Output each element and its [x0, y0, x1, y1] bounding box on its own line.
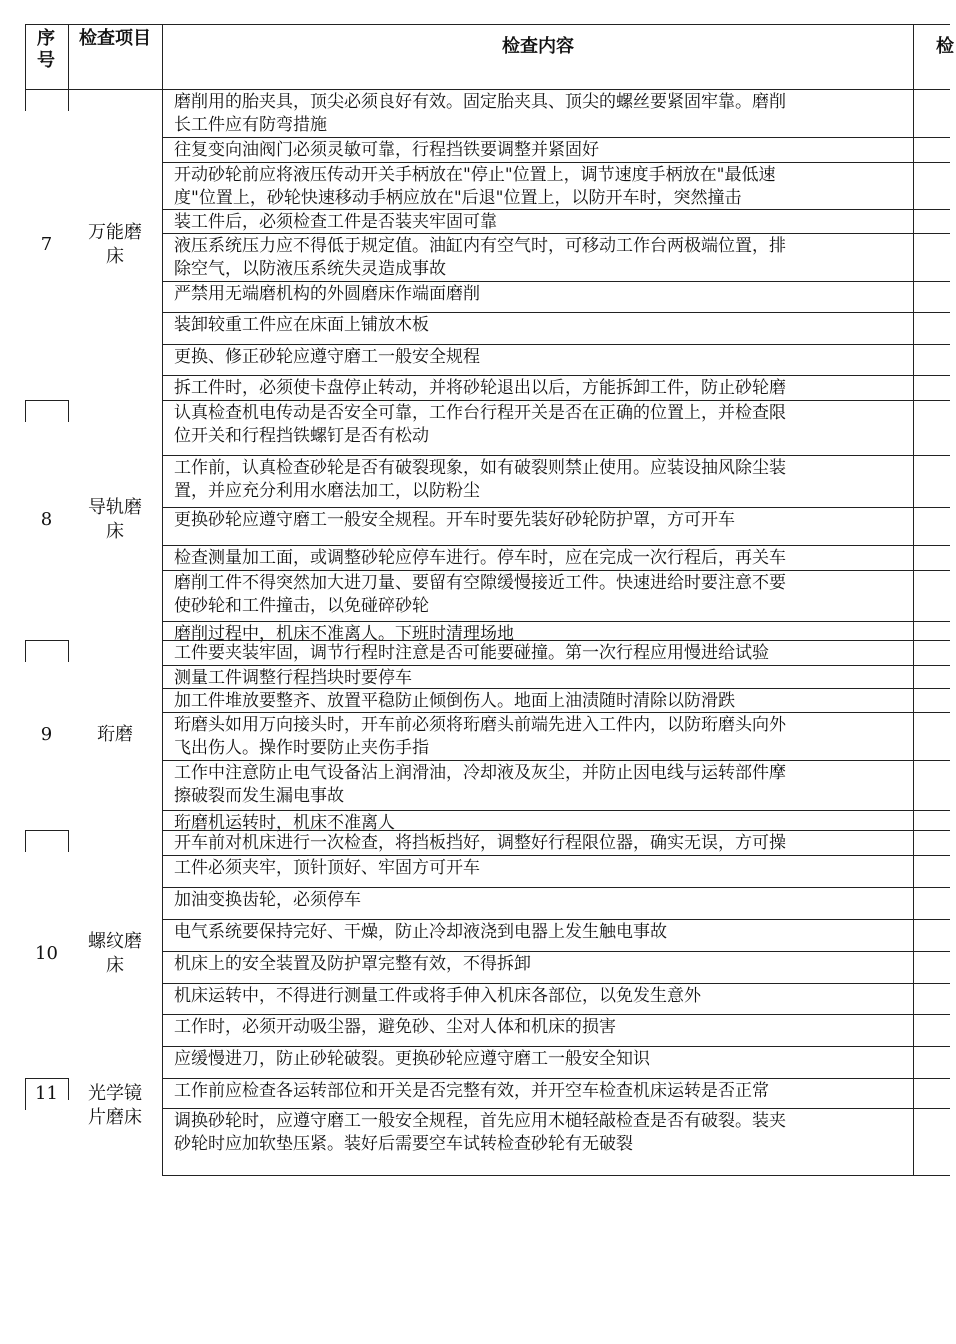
row-content-line: 砂轮时应加软垫压紧。装好后需要空车试转检查砂轮有无破裂 [174, 1134, 633, 1154]
section-seq-divider [68, 830, 69, 852]
table-top-border [25, 24, 950, 25]
row-content-line: 除空气，以防液压系统失灵造成事故 [174, 259, 446, 279]
row-content-line: 工作前，认真检查砂轮是否有破裂现象，如有破裂则禁止使用。应装设抽风除尘装 [174, 458, 786, 478]
section-top-border [25, 89, 68, 90]
row-content-line: 珩磨头如用万向接头时，开车前必须将珩磨头前端先进入工件内，以防珩磨头向外 [174, 715, 786, 735]
row-content-line: 长工件应有防弯措施 [174, 115, 327, 135]
section-top-border [25, 640, 68, 641]
row-content-line: 开动砂轮前应将液压传动开关手柄放在"停止"位置上，调节速度手柄放在"最低速 [174, 165, 776, 185]
row-content-line: 调换砂轮时，应遵守磨工一般安全规程，首先应用木槌轻敲检查是否有破裂。装夹 [174, 1111, 786, 1131]
row-content-line: 机床上的安全装置及防护罩完整有效，不得拆卸 [174, 954, 531, 974]
row-content-line: 液压系统压力应不得低于规定值。油缸内有空气时，可移动工作台两极端位置，排 [174, 236, 786, 256]
row-content-line: 装工件后，必须检查工件是否装夹牢固可靠 [174, 212, 497, 232]
section-seq-divider [68, 89, 69, 111]
header-seq [25, 28, 67, 72]
content-left-border [162, 830, 163, 1078]
row-content-line: 置，并应充分利用水磨法加工，以防粉尘 [174, 481, 480, 501]
header-item-text: 检查项目 [79, 28, 151, 49]
row-content-line: 使砂轮和工件撞击，以免碰碎砂轮 [174, 596, 429, 616]
row-content-line: 磨削用的胎夹具，顶尖必须良好有效。固定胎夹具、顶尖的螺丝要紧固牢靠。磨削 [174, 92, 786, 112]
section-name: 万能磨床 [88, 221, 142, 267]
row-content-line: 往复变向油阀门必须灵敏可靠，行程挡铁要调整并紧固好 [174, 140, 599, 160]
section-seq-divider [68, 1078, 69, 1100]
content-right-border [913, 640, 914, 830]
content-left-border [162, 640, 163, 830]
section-seq-number: 11 [35, 1083, 58, 1104]
row-content-line: 飞出伤人。操作时要防止夹伤手指 [174, 738, 429, 758]
content-right-border [913, 1078, 914, 1175]
row-content-line: 装卸较重工件应在床面上铺放木板 [174, 315, 429, 335]
section-top-border [25, 1078, 68, 1079]
row-content-line: 测量工件调整行程挡块时要停车 [174, 668, 412, 688]
section-name: 螺纹磨床 [88, 931, 142, 976]
section-seq-number: 10 [35, 943, 58, 964]
row-content-line: 工作前应检查各运转部位和开关是否完整有效，并开空车检查机床运转是否正常 [174, 1081, 769, 1101]
row-content-line: 加油变换齿轮，必须停车 [174, 890, 361, 910]
section-left-border [25, 400, 26, 422]
row-content-line: 工作中注意防止电气设备沾上润滑油，冷却液及灰尘，并防止因电线与运转部件摩 [174, 763, 786, 783]
row-content-line: 位开关和行程挡铁螺钉是否有松动 [174, 426, 429, 446]
section-seq-divider [68, 400, 69, 422]
section-name: 光学镜片磨床 [88, 1083, 142, 1128]
row-content-line: 工件要夹装牢固，调节行程时注意是否可能要碰撞。第一次行程应用慢进给试验 [174, 643, 769, 663]
row-content-line: 擦破裂而发生漏电事故 [174, 786, 344, 806]
section-top-border [25, 400, 68, 401]
row-content-line: 认真检查机电传动是否安全可靠，工作台行程开关是否在正确的位置上，并检查限 [174, 403, 786, 423]
row-content-line: 拆工件时，必须使卡盘停止转动，并将砂轮退出以后，方能拆卸工件，防止砂轮磨 [174, 378, 786, 398]
content-left-border [162, 1078, 163, 1175]
section-left-border [25, 640, 26, 662]
content-right-border [913, 400, 914, 640]
section-name: 珩磨 [97, 724, 133, 745]
row-content-line: 更换砂轮应遵守磨工一般安全规程。开车时要先装好砂轮防护罩，方可开车 [174, 510, 735, 530]
header-extra: 检 [936, 36, 954, 57]
content-left-border [162, 89, 163, 400]
content-right-border [913, 830, 914, 1078]
row-content-line: 机床运转中，不得进行测量工件或将手伸入机床各部位，以免发生意外 [174, 986, 701, 1006]
row-content-line: 磨削工件不得突然加大进刀量、要留有空隙缓慢接近工件。快速进给时要注意不要 [174, 573, 786, 593]
row-content-line: 检查测量加工面，或调整砂轮应停车进行。停车时，应在完成一次行程后，再关车 [174, 548, 786, 568]
row-content-line: 珩磨机运转时，机床不准离人 [174, 813, 395, 833]
row-content-line: 严禁用无端磨机构的外圆磨床作端面磨削 [174, 284, 480, 304]
header-seq-text: 序号 [37, 28, 55, 71]
row-content-line: 工件必须夹牢，顶针顶好、牢固方可开车 [174, 858, 480, 878]
section-name: 导轨磨床 [88, 497, 142, 542]
section-seq-number: 9 [40, 724, 53, 745]
section-seq-number: 8 [40, 509, 53, 530]
content-left-border [162, 400, 163, 640]
section-seq-number: 7 [40, 233, 53, 255]
row-content-line: 更换、修正砂轮应遵守磨工一般安全规程 [174, 347, 480, 367]
section-left-border [25, 89, 26, 111]
row-content-line: 电气系统要保持完好、干燥，防止冷却液浇到电器上发生触电事故 [174, 922, 667, 942]
row-content-line: 开车前对机床进行一次检查，将挡板挡好，调整好行程限位器，确实无误，方可操 [174, 833, 786, 853]
row-content-line: 工作时，必须开动吸尘器，避免砂、尘对人体和机床的损害 [174, 1017, 616, 1037]
section-left-border [25, 830, 26, 852]
section-seq-divider [68, 640, 69, 662]
row-content-line: 加工件堆放要整齐、放置平稳防止倾倒伤人。地面上油渍随时清除以防滑跌 [174, 691, 735, 711]
section-top-border [25, 830, 68, 831]
row-content-line: 度"位置上，砂轮快速移动手柄应放在"后退"位置上，以防开车时，突然撞击 [174, 188, 742, 208]
table-row-border [162, 1175, 950, 1176]
header-content-divider [913, 24, 914, 89]
row-content-line: 应缓慢进刀，防止砂轮破裂。更换砂轮应遵守磨工一般安全知识 [174, 1049, 650, 1069]
header-content: 检查内容 [502, 36, 574, 57]
header-item [68, 28, 162, 50]
content-right-border [913, 89, 914, 400]
row-content-line: 磨削过程中，机床不准离人。下班时清理场地 [174, 624, 514, 644]
